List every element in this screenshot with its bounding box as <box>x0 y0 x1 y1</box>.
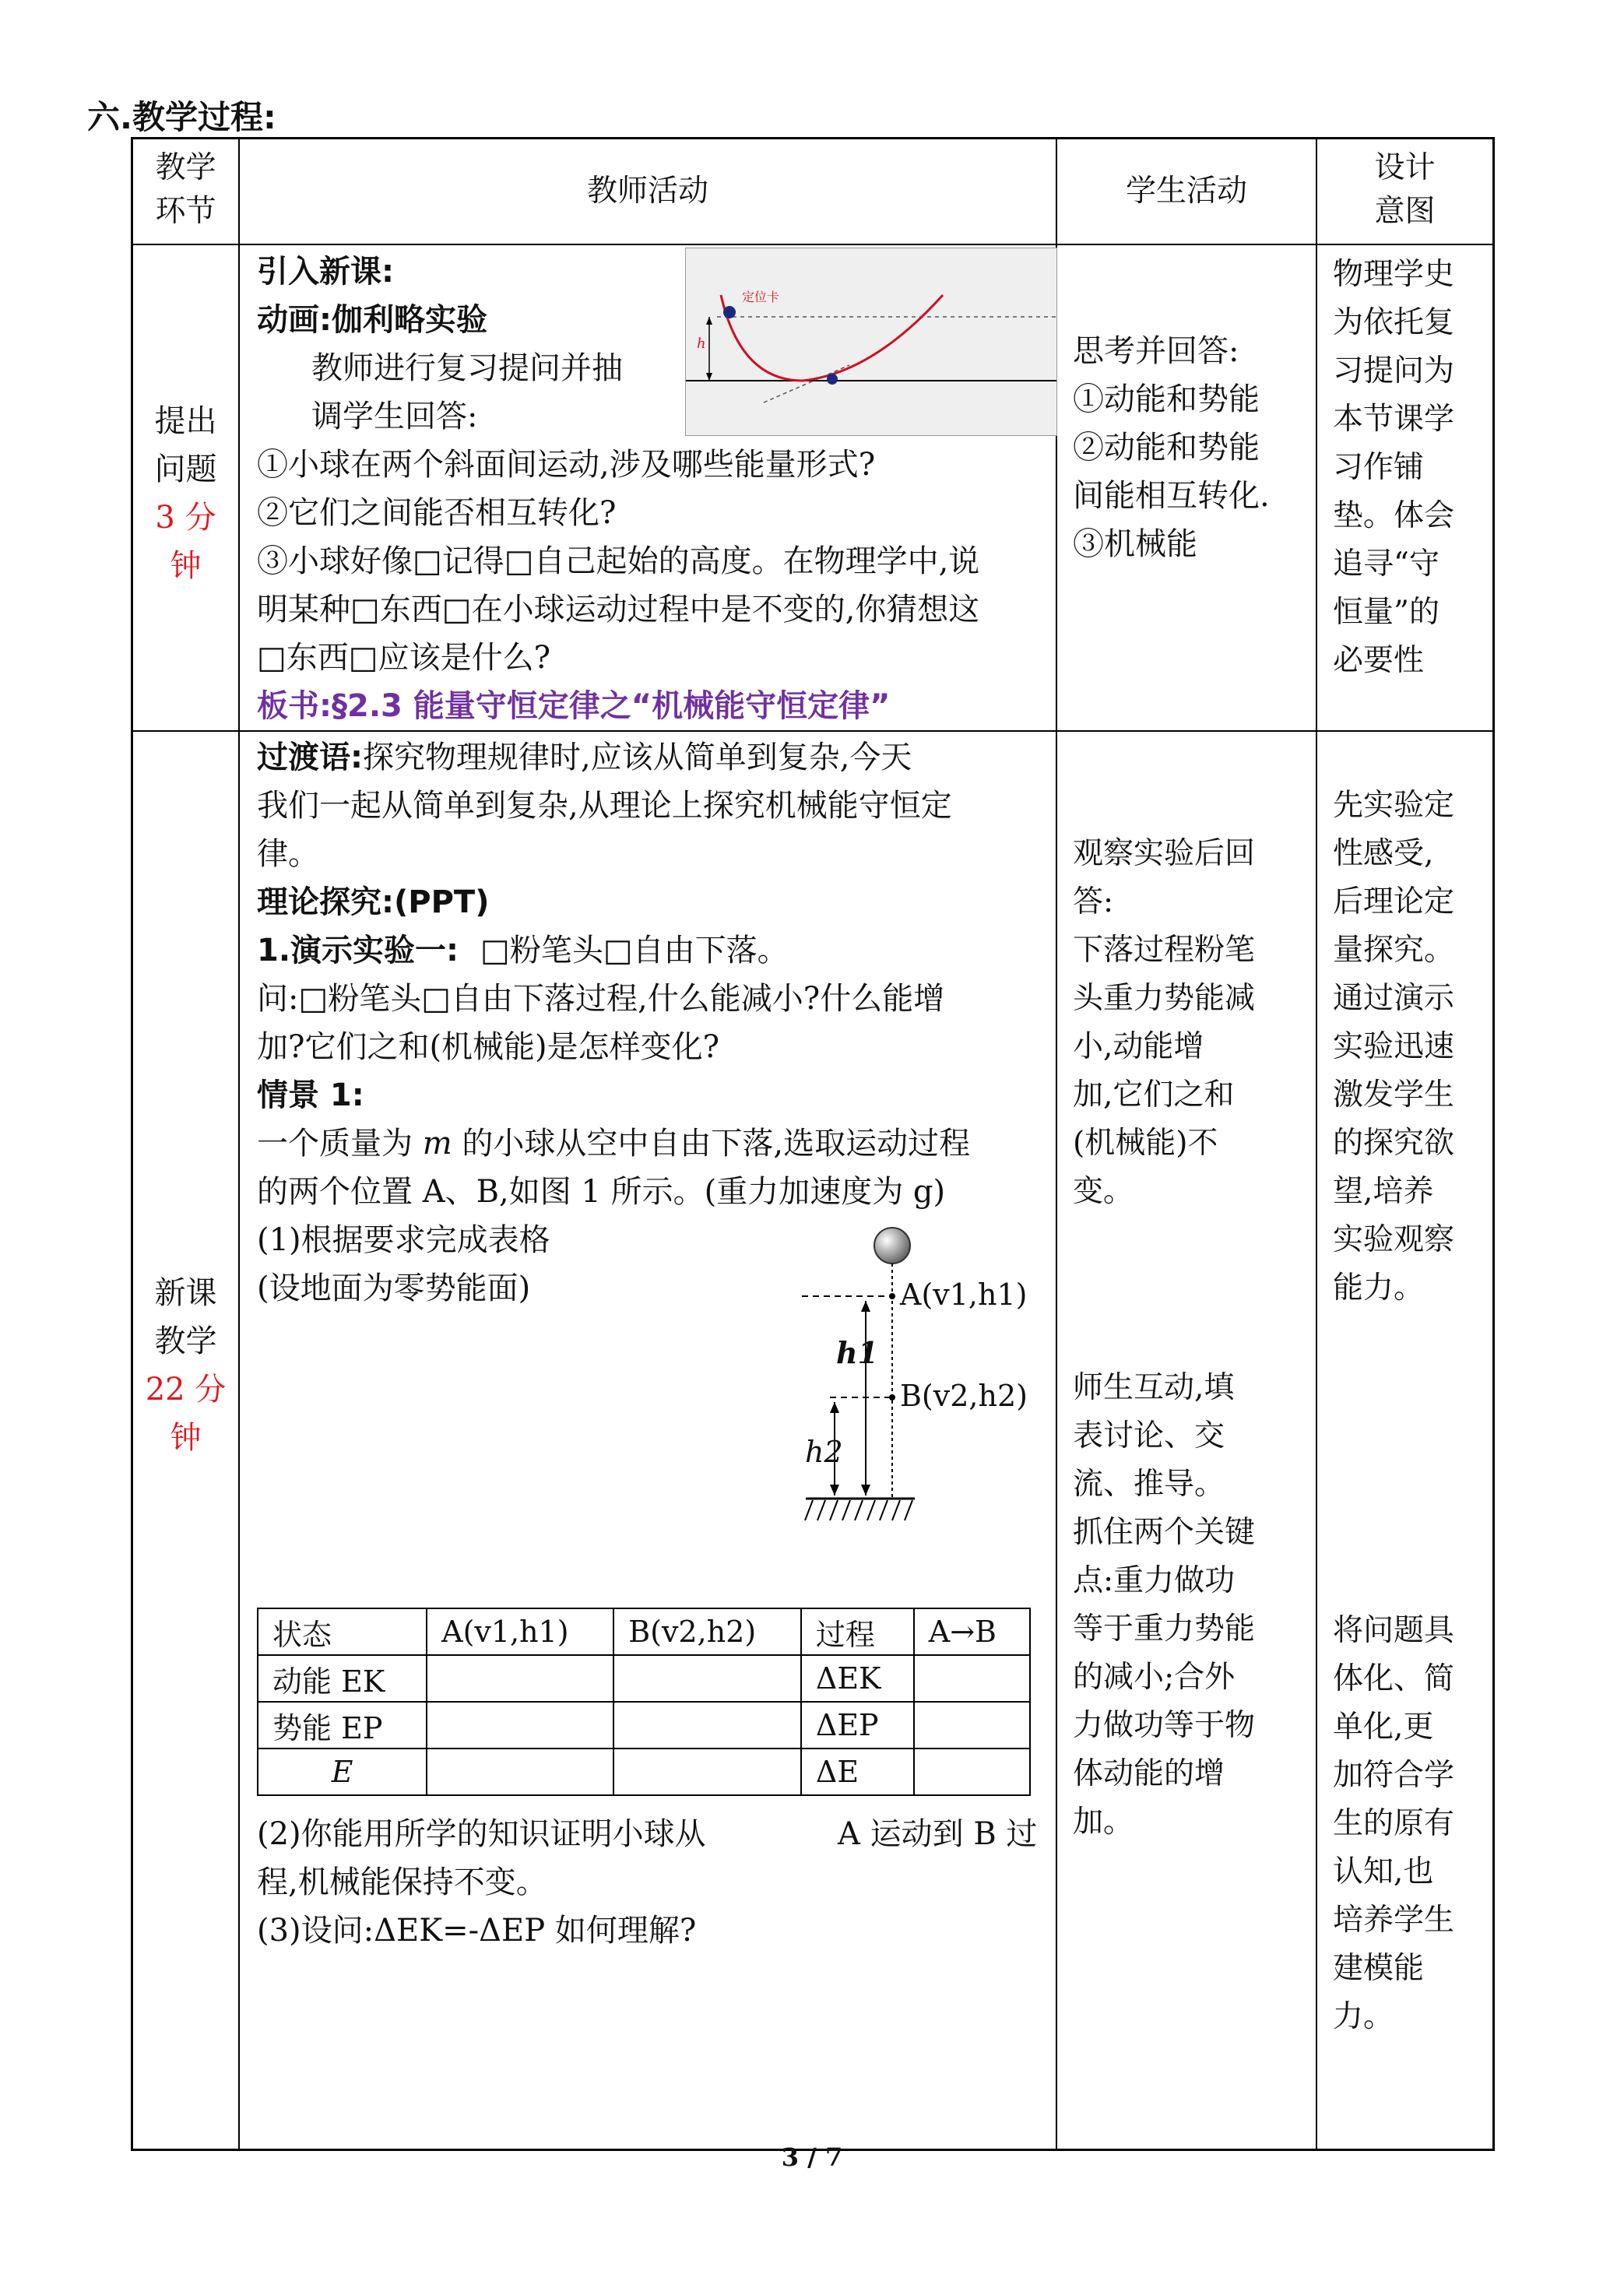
header-stage: 教学 环节 <box>155 150 216 229</box>
point-a-label: A(v1,h1) <box>900 1278 1028 1312</box>
page-number: 3 / 7 <box>781 2142 843 2172</box>
section-title: 六.教学过程: <box>87 98 276 136</box>
header-design: 设计 意图 <box>1374 150 1436 229</box>
stage-2: 新课 教学 22 分 钟 <box>145 1275 227 1456</box>
galileo-figure <box>685 248 1057 436</box>
table-cell <box>427 1655 613 1702</box>
student-activity-2b: 师生互动,填 表讨论、交 流、推导。 抓住两个关键 点:重力做功 等于重力势能 的减小;合外 力做功等于物 体动能的增 加。 <box>1073 1370 1256 1840</box>
table-cell: ΔEP <box>801 1702 914 1748</box>
table-cell: 过程 <box>801 1608 914 1655</box>
student-activity-2a: 观察实验后回 答: 下落过程粉笔 头重力势能减 小,动能增 加,它们之和 (机械能)不 变。 <box>1073 836 1256 1209</box>
table-cell: 动能 EK <box>258 1655 427 1702</box>
table-cell <box>914 1702 1030 1748</box>
table-row <box>258 1655 1030 1702</box>
table-cell: A(v1,h1) <box>427 1608 613 1655</box>
table-cell: E <box>258 1748 427 1795</box>
h1-label: h1 <box>836 1335 879 1370</box>
state-table <box>257 1608 1031 1796</box>
figure-label: 定位卡 <box>742 290 780 304</box>
figure-h-label: h <box>697 336 706 352</box>
design-intent-2b: 将问题具 体化、简 单化,更 加符合学 生的原有 认知,也 培养学生 建模能 力。 <box>1333 1613 1455 2034</box>
header-student: 学生活动 <box>1125 174 1247 209</box>
point-b-label: B(v2,h2) <box>900 1379 1028 1413</box>
table-cell <box>427 1748 613 1795</box>
table-cell: ΔE <box>801 1748 914 1795</box>
table-row <box>258 1702 1030 1748</box>
table-cell <box>613 1655 801 1702</box>
table-cell: ΔEK <box>801 1655 914 1702</box>
free-fall-figure <box>794 1218 1043 1545</box>
stage-1: 提出 问题 3 分 钟 <box>154 403 217 584</box>
table-cell: A→B <box>914 1608 1030 1655</box>
header-teacher: 教师活动 <box>586 174 708 209</box>
table-cell: 状态 <box>258 1608 427 1655</box>
table-cell <box>914 1748 1030 1795</box>
h2-label: h2 <box>805 1435 843 1469</box>
table-row <box>258 1748 1030 1795</box>
table-cell: 势能 EP <box>258 1702 427 1748</box>
design-intent-1: 物理学史 为依托复 习提问为 本节课学 习作铺 垫。体会 追寻“守 恒量”的 必要性 <box>1333 257 1455 678</box>
table-cell <box>427 1702 613 1748</box>
design-intent-2a: 先实验定 性感受, 后理论定 量探究。 通过演示 实验迅速 激发学生 的探究欲 望,培养 实验观察 能力。 <box>1333 788 1455 1306</box>
table-cell <box>613 1702 801 1748</box>
table-cell: B(v2,h2) <box>613 1608 801 1655</box>
table-cell <box>613 1748 801 1795</box>
table-cell <box>914 1655 1030 1702</box>
table-header-row <box>258 1608 1030 1655</box>
